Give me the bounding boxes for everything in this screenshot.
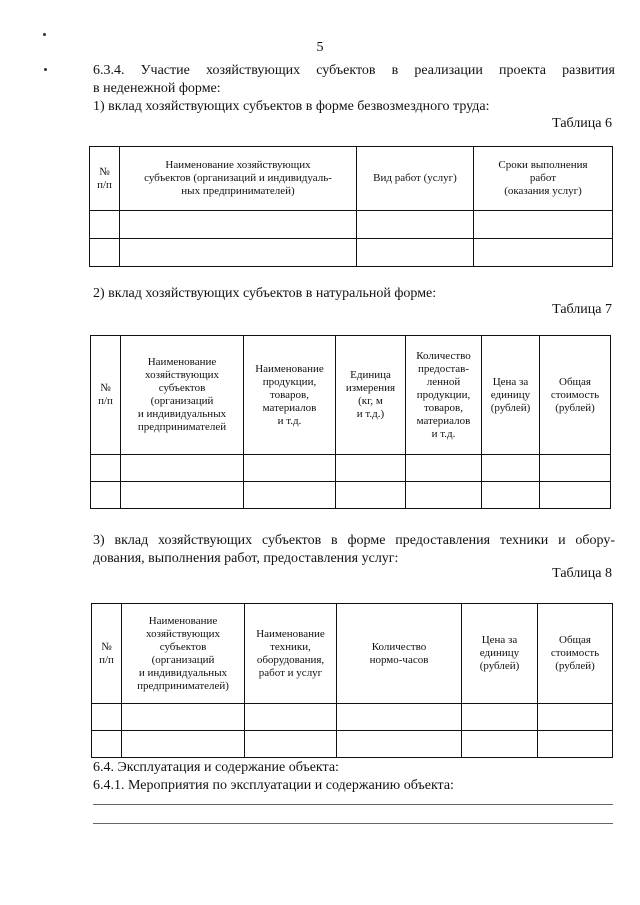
table-6-header-cell: № п/п (90, 147, 120, 211)
table-7-header-cell: Цена за единицу (рублей) (482, 336, 540, 455)
table-6-header-cell: Сроки выполнения работ (оказания услуг) (474, 147, 613, 211)
table-8-cell (92, 731, 122, 758)
table-6-cell (90, 239, 120, 267)
item-3-line1: 3) вклад хозяйствующих субъектов в форме предоставления техники и обору- (93, 533, 615, 548)
table-7-cell (336, 482, 406, 509)
section-6-4-1-title: 6.4.1. Мероприятия по эксплуатации и содержанию объекта: (93, 778, 454, 793)
table-8-header-cell: № п/п (92, 604, 122, 704)
table-8-cell (122, 704, 245, 731)
table-6-cell (357, 211, 474, 239)
table-8-cell (337, 704, 462, 731)
table-7-cell (482, 482, 540, 509)
table-7-cell (406, 455, 482, 482)
table-6 (89, 146, 613, 267)
table-8-cell (337, 731, 462, 758)
scan-mark-dot (44, 68, 47, 71)
table-7-cell (406, 482, 482, 509)
table-7-header-cell: Единица измерения (кг, м и т.д.) (336, 336, 406, 455)
table-7 (90, 335, 611, 509)
item-2-text: 2) вклад хозяйствующих субъектов в натуральной форме: (93, 286, 437, 301)
scan-mark-dot (43, 33, 46, 36)
table-8-header-cell: Наименование техники, оборудования, работ и услуг (245, 604, 337, 704)
table-6-cell (120, 239, 357, 267)
table-6-cell (90, 211, 120, 239)
table-8-cell (122, 731, 245, 758)
page-number: 5 (316, 40, 324, 55)
table-8-cell (462, 731, 538, 758)
table-8-header-cell: Цена за единицу (рублей) (462, 604, 538, 704)
table-7-cell (482, 455, 540, 482)
table-7-cell (540, 482, 611, 509)
table-7-cell (336, 455, 406, 482)
table-6-header-cell: Вид работ (услуг) (357, 147, 474, 211)
item-3-line2: дования, выполнения работ, предоставления услуг: (93, 551, 399, 566)
table-8-header-cell: Количество нормо-часов (337, 604, 462, 704)
table-8-cell (245, 704, 337, 731)
table-7-label: Таблица 7 (552, 302, 612, 317)
table-8-cell (538, 731, 613, 758)
table-7-header-cell: Количество предостав- ленной продукции, товаров, материалов и т.д. (406, 336, 482, 455)
table-6-cell (474, 239, 613, 267)
table-6-header-cell: Наименование хозяйствующих субъектов (организаций и индивидуаль- ных предпринимателей) (120, 147, 357, 211)
fill-in-line (93, 823, 613, 824)
table-7-cell (121, 455, 244, 482)
table-6-label: Таблица 6 (552, 116, 612, 131)
table-8-cell (92, 704, 122, 731)
table-8-cell (462, 704, 538, 731)
table-7-cell (540, 455, 611, 482)
table-7-header-cell: Общая стоимость (рублей) (540, 336, 611, 455)
table-6-cell (474, 211, 613, 239)
table-6-cell (120, 211, 357, 239)
table-7-cell (91, 455, 121, 482)
fill-in-line (93, 804, 613, 805)
item-1-text: 1) вклад хозяйствующих субъектов в форме безвозмездного труда: (93, 99, 490, 114)
table-7-header-cell: № п/п (91, 336, 121, 455)
section-6-3-4-line1: 6.3.4. Участие хозяйствующих субъектов в реализации проекта развития (93, 63, 615, 78)
table-8-header-cell: Наименование хозяйствующих субъектов (организаций и индивидуальных предпринимателей) (122, 604, 245, 704)
table-7-cell (244, 482, 336, 509)
table-8-cell (538, 704, 613, 731)
table-7-header-cell: Наименование продукции, товаров, материалов и т.д. (244, 336, 336, 455)
table-8 (91, 603, 613, 758)
table-7-header-cell: Наименование хозяйствующих субъектов (организаций и индивидуальных предпринимателей (121, 336, 244, 455)
section-6-4-title: 6.4. Эксплуатация и содержание объекта: (93, 760, 339, 775)
table-7-cell (244, 455, 336, 482)
table-8-label: Таблица 8 (552, 566, 612, 581)
table-7-cell (121, 482, 244, 509)
table-7-cell (91, 482, 121, 509)
section-6-3-4-line2: в неденежной форме: (93, 81, 221, 96)
table-6-cell (357, 239, 474, 267)
table-8-cell (245, 731, 337, 758)
table-8-header-cell: Общая стоимость (рублей) (538, 604, 613, 704)
